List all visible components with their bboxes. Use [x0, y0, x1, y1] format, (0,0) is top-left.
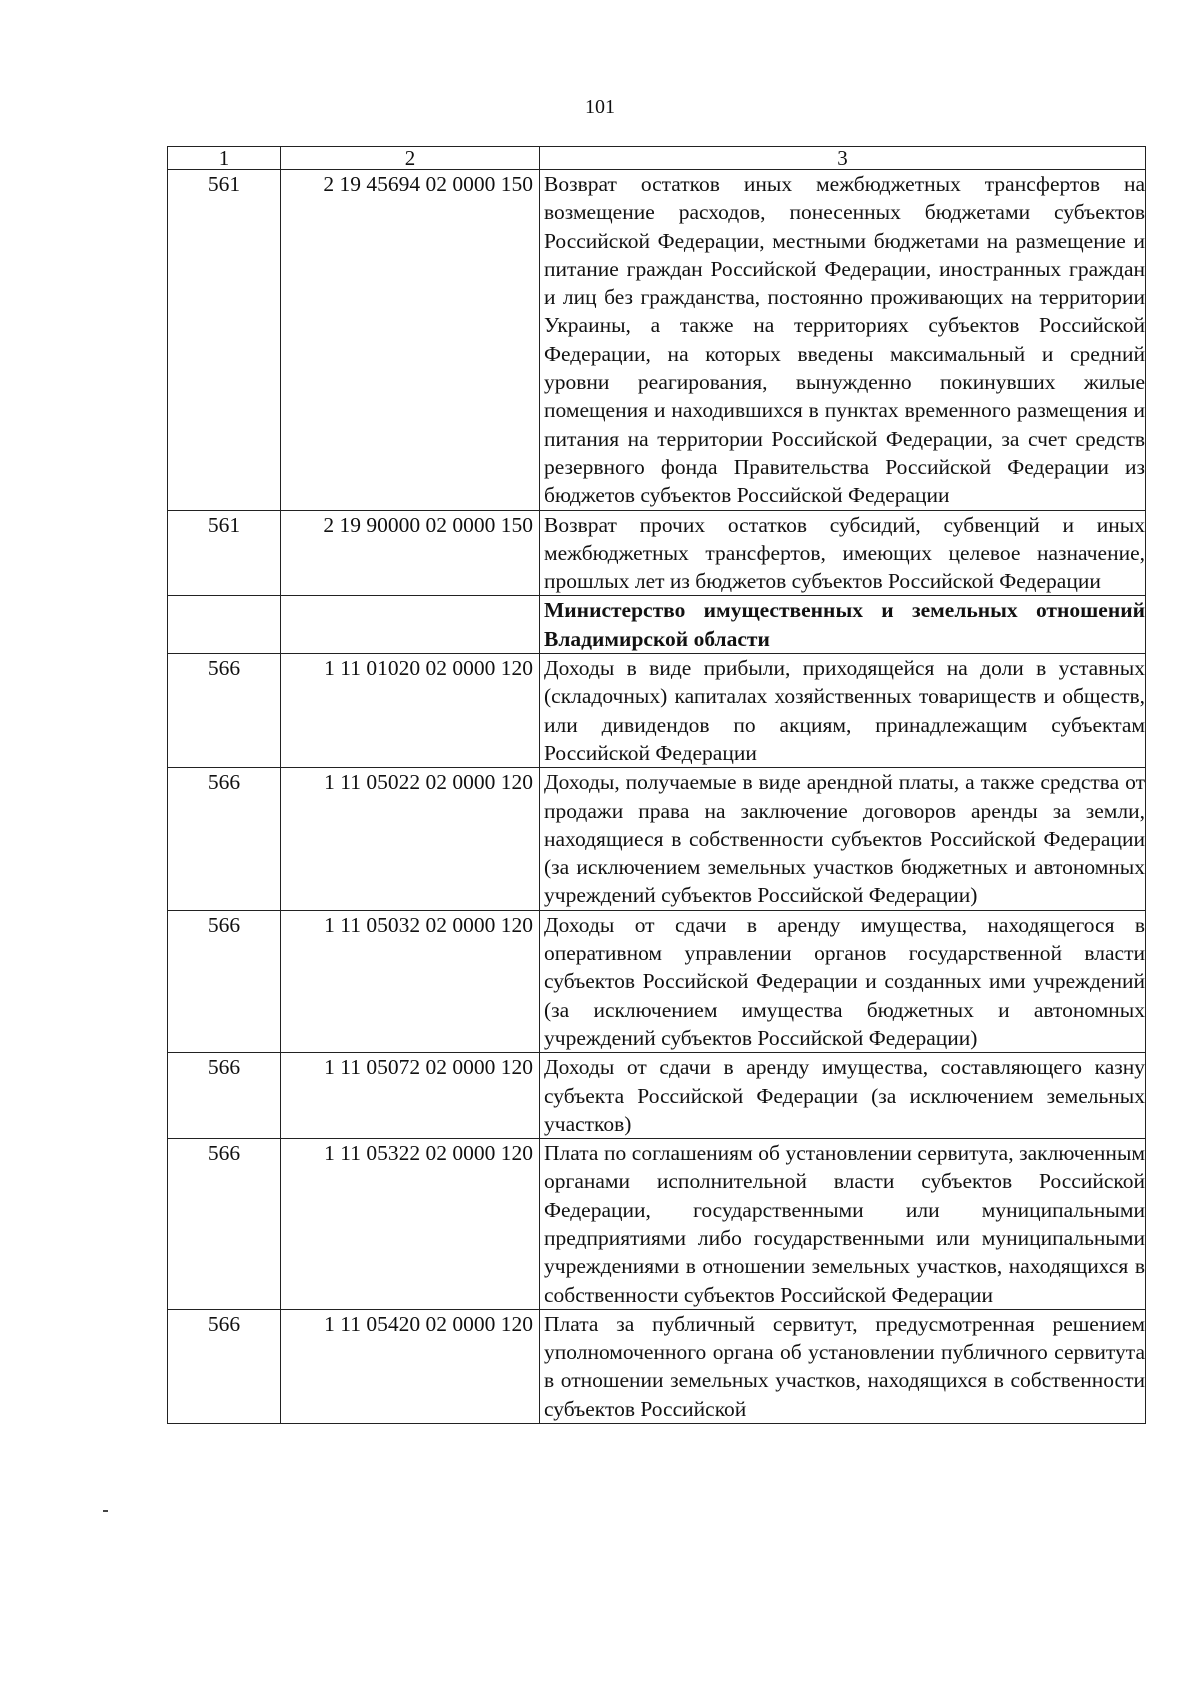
- budget-classification-code-cell: 1 11 05032 02 0000 120: [281, 910, 540, 1052]
- admin-code-cell: [168, 596, 281, 654]
- revenue-description-cell: Плата за публичный сервитут, предусмотренная решением уполномоченного органа об установлении публичного сервитута в отношении земельных участков, находящихся в собственности субъектов Российской: [540, 1309, 1146, 1423]
- budget-classification-code-cell: 2 19 45694 02 0000 150: [281, 170, 540, 511]
- revenue-codes-table: [167, 146, 1146, 1424]
- budget-classification-code-cell: 1 11 05420 02 0000 120: [281, 1309, 540, 1423]
- revenue-description-cell: Доходы от сдачи в аренду имущества, составляющего казну субъекта Российской Федерации (за исключением земельных участков): [540, 1053, 1146, 1139]
- table-row: [168, 596, 1146, 654]
- table-row: [168, 510, 1146, 596]
- table-row: [168, 1053, 1146, 1139]
- table-row: [168, 654, 1146, 768]
- admin-code-cell: 566: [168, 1309, 281, 1423]
- page-number: 101: [585, 96, 615, 118]
- budget-classification-code-cell: 1 11 05072 02 0000 120: [281, 1053, 540, 1139]
- budget-classification-code-cell: 1 11 05022 02 0000 120: [281, 768, 540, 910]
- budget-classification-code-cell: 1 11 05322 02 0000 120: [281, 1139, 540, 1310]
- admin-code-cell: 561: [168, 170, 281, 511]
- table-row: [168, 170, 1146, 511]
- revenue-description-cell: Возврат прочих остатков субсидий, субвенций и иных межбюджетных трансфертов, имеющих целевое назначение, прошлых лет из бюджетов субъектов Российской Федерации: [540, 510, 1146, 596]
- revenue-description-cell: Возврат остатков иных межбюджетных трансфертов на возмещение расходов, понесенных бюджетами субъектов Российской Федерации, местными бюджетами на размещение и питание граждан Российской Федерации, иностранных граждан и лиц без гражданства, постоянно проживающих на территории Украины, а также на территориях субъектов Российской Федерации, на которых введены максимальный и средний уровни реагирования, вынужденно покинувших жилые помещения и находившихся в пунктах временного размещения и питания на территории Российской Федерации, за счет средств резервного фонда Правительства Российской Федерации из бюджетов субъектов Российской Федерации: [540, 170, 1146, 511]
- revenue-description-cell: Доходы, получаемые в виде арендной платы, а также средства от продажи права на заключение договоров аренды за земли, находящиеся в собственности субъектов Российской Федерации (за исключением земельных участков бюджетных и автономных учреждений субъектов Российской Федерации): [540, 768, 1146, 910]
- budget-classification-code-cell: [281, 596, 540, 654]
- budget-classification-code-cell: 1 11 01020 02 0000 120: [281, 654, 540, 768]
- table-body: [168, 170, 1146, 1424]
- table-row: [168, 1139, 1146, 1310]
- table-row: [168, 1309, 1146, 1423]
- revenue-description-cell: Доходы от сдачи в аренду имущества, находящегося в оперативном управлении органов государственной власти субъектов Российской Федерации и созданных ими учреждений (за исключением имущества бюджетных и автономных учреждений субъектов Российской Федерации): [540, 910, 1146, 1052]
- table-header-row: [168, 147, 1146, 170]
- admin-code-cell: 566: [168, 1139, 281, 1310]
- header-col-2: 2: [281, 147, 540, 170]
- budget-classification-code-cell: 2 19 90000 02 0000 150: [281, 510, 540, 596]
- section-heading-cell: Министерство имущественных и земельных отношений Владимирской области: [540, 596, 1146, 654]
- admin-code-cell: 561: [168, 510, 281, 596]
- revenue-description-cell: Доходы в виде прибыли, приходящейся на доли в уставных (складочных) капиталах хозяйственных товариществ и обществ, или дивидендов по акциям, принадлежащим субъектам Российской Федерации: [540, 654, 1146, 768]
- admin-code-cell: 566: [168, 768, 281, 910]
- margin-mark: [103, 1510, 108, 1512]
- admin-code-cell: 566: [168, 654, 281, 768]
- table-row: [168, 768, 1146, 910]
- header-col-1: 1: [168, 147, 281, 170]
- header-col-3: 3: [540, 147, 1146, 170]
- table-row: [168, 910, 1146, 1052]
- admin-code-cell: 566: [168, 910, 281, 1052]
- revenue-description-cell: Плата по соглашениям об установлении сервитута, заключенным органами исполнительной власти субъектов Российской Федерации, государственными или муниципальными предприятиями либо государственными или муниципальными учреждениями в отношении земельных участков, находящихся в собственности субъектов Российской Федерации: [540, 1139, 1146, 1310]
- admin-code-cell: 566: [168, 1053, 281, 1139]
